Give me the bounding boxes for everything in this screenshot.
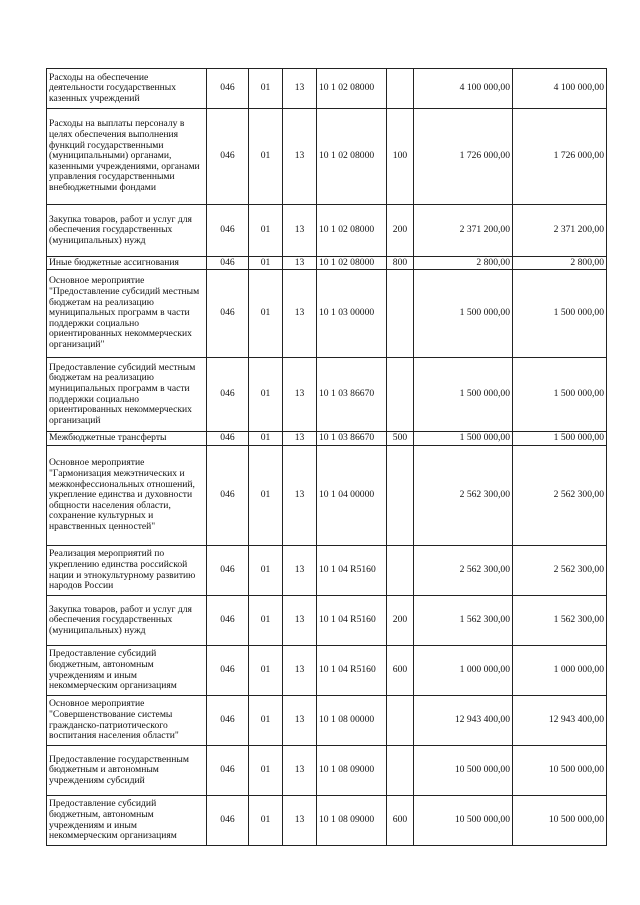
target-article-code: 10 1 03 86670 [317,358,387,432]
ministry-code: 046 [207,646,249,696]
subsection-code: 13 [283,69,317,109]
ministry-code: 046 [207,446,249,546]
subsection-code: 13 [283,446,317,546]
amount-year-2: 1 500 000,00 [513,432,607,446]
section-code: 01 [249,257,283,270]
amount-year-2: 10 500 000,00 [513,796,607,846]
target-article-code: 10 1 04 00000 [317,446,387,546]
ministry-code: 046 [207,432,249,446]
row-name: Предоставление государственным бюджетным и автономным учреждениям субсидий [47,746,207,796]
row-name: Расходы на обеспечение деятельности государственных казенных учреждений [47,69,207,109]
amount-year-1: 1 562 300,00 [414,596,513,646]
section-code: 01 [249,446,283,546]
target-article-code: 10 1 02 08000 [317,69,387,109]
expense-type-code: 200 [387,596,414,646]
amount-year-1: 2 562 300,00 [414,546,513,596]
amount-year-2: 2 562 300,00 [513,546,607,596]
section-code: 01 [249,69,283,109]
expense-type-code [387,746,414,796]
table-row [47,270,607,358]
table-row [47,446,607,546]
section-code: 01 [249,746,283,796]
ministry-code: 046 [207,358,249,432]
amount-year-2: 1 562 300,00 [513,596,607,646]
subsection-code: 13 [283,696,317,746]
amount-year-2: 12 943 400,00 [513,696,607,746]
section-code: 01 [249,205,283,257]
section-code: 01 [249,109,283,205]
expense-type-code [387,446,414,546]
row-name: Предоставление субсидий местным бюджетам на реализацию муниципальных программ в части поддержки социально ориентированных некоммерческих организаций [47,358,207,432]
table-row [47,205,607,257]
row-name: Закупка товаров, работ и услуг для обеспечения государственных (муниципальных) нужд [47,596,207,646]
amount-year-1: 2 800,00 [414,257,513,270]
expense-type-code: 600 [387,646,414,696]
target-article-code: 10 1 03 86670 [317,432,387,446]
section-code: 01 [249,432,283,446]
amount-year-1: 10 500 000,00 [414,796,513,846]
ministry-code: 046 [207,696,249,746]
amount-year-2: 1 726 000,00 [513,109,607,205]
ministry-code: 046 [207,257,249,270]
table-row [47,796,607,846]
expense-type-code: 100 [387,109,414,205]
section-code: 01 [249,546,283,596]
amount-year-1: 12 943 400,00 [414,696,513,746]
table-row [47,69,607,109]
amount-year-1: 1 500 000,00 [414,270,513,358]
target-article-code: 10 1 08 09000 [317,796,387,846]
amount-year-2: 1 500 000,00 [513,358,607,432]
target-article-code: 10 1 08 00000 [317,696,387,746]
row-name: Межбюджетные трансферты [47,432,207,446]
subsection-code: 13 [283,432,317,446]
amount-year-1: 1 000 000,00 [414,646,513,696]
subsection-code: 13 [283,270,317,358]
ministry-code: 046 [207,69,249,109]
target-article-code: 10 1 02 08000 [317,205,387,257]
row-name: Закупка товаров, работ и услуг для обеспечения государственных (муниципальных) нужд [47,205,207,257]
ministry-code: 046 [207,796,249,846]
subsection-code: 13 [283,596,317,646]
expense-type-code [387,69,414,109]
expense-type-code: 200 [387,205,414,257]
amount-year-2: 2 562 300,00 [513,446,607,546]
subsection-code: 13 [283,358,317,432]
expense-type-code: 600 [387,796,414,846]
subsection-code: 13 [283,746,317,796]
section-code: 01 [249,696,283,746]
section-code: 01 [249,646,283,696]
subsection-code: 13 [283,546,317,596]
table-row [47,746,607,796]
subsection-code: 13 [283,257,317,270]
row-name: Предоставление субсидий бюджетным, автономным учреждениям и иным некоммерческим организациям [47,796,207,846]
row-name: Расходы на выплаты персоналу в целях обеспечения выполнения функций государственными (муниципальными) органами, казенными учреждениями, органами управления государственными внебюджетными фондами [47,109,207,205]
expense-type-code [387,270,414,358]
target-article-code: 10 1 03 00000 [317,270,387,358]
expense-type-code: 800 [387,257,414,270]
amount-year-2: 1 000 000,00 [513,646,607,696]
expense-type-code [387,696,414,746]
budget-table [46,68,607,846]
amount-year-2: 2 800,00 [513,257,607,270]
amount-year-1: 2 562 300,00 [414,446,513,546]
amount-year-1: 2 371 200,00 [414,205,513,257]
section-code: 01 [249,270,283,358]
row-name: Основное мероприятие "Совершенствование системы гражданско-патриотического воспитания населения области" [47,696,207,746]
subsection-code: 13 [283,646,317,696]
table-row [47,696,607,746]
table-row [47,432,607,446]
subsection-code: 13 [283,205,317,257]
subsection-code: 13 [283,796,317,846]
ministry-code: 046 [207,546,249,596]
ministry-code: 046 [207,270,249,358]
expense-type-code [387,546,414,596]
expense-type-code [387,358,414,432]
row-name: Предоставление субсидий бюджетным, автономным учреждениям и иным некоммерческим организациям [47,646,207,696]
row-name: Реализация мероприятий по укреплению единства российской нации и этнокультурному развитию народов России [47,546,207,596]
amount-year-2: 1 500 000,00 [513,270,607,358]
amount-year-1: 10 500 000,00 [414,746,513,796]
target-article-code: 10 1 02 08000 [317,257,387,270]
row-name: Основное мероприятие "Гармонизация межэтнических и межконфессиональных отношений, укрепление единства и духовности общности населения области, сохранение культурных и нравственных ценностей" [47,446,207,546]
amount-year-2: 4 100 000,00 [513,69,607,109]
table-row [47,646,607,696]
table-row [47,358,607,432]
target-article-code: 10 1 04 R5160 [317,646,387,696]
ministry-code: 046 [207,746,249,796]
section-code: 01 [249,596,283,646]
row-name: Основное мероприятие "Предоставление субсидий местным бюджетам на реализацию муниципальных программ в части поддержки социально ориентированных некоммерческих организаций" [47,270,207,358]
amount-year-1: 4 100 000,00 [414,69,513,109]
ministry-code: 046 [207,596,249,646]
section-code: 01 [249,796,283,846]
amount-year-1: 1 500 000,00 [414,358,513,432]
target-article-code: 10 1 02 08000 [317,109,387,205]
expense-type-code: 500 [387,432,414,446]
ministry-code: 046 [207,205,249,257]
table-row [47,257,607,270]
amount-year-2: 2 371 200,00 [513,205,607,257]
table-row [47,109,607,205]
target-article-code: 10 1 04 R5160 [317,546,387,596]
table-row [47,546,607,596]
subsection-code: 13 [283,109,317,205]
amount-year-1: 1 500 000,00 [414,432,513,446]
row-name: Иные бюджетные ассигнования [47,257,207,270]
amount-year-1: 1 726 000,00 [414,109,513,205]
target-article-code: 10 1 08 09000 [317,746,387,796]
section-code: 01 [249,358,283,432]
ministry-code: 046 [207,109,249,205]
target-article-code: 10 1 04 R5160 [317,596,387,646]
table-row [47,596,607,646]
amount-year-2: 10 500 000,00 [513,746,607,796]
